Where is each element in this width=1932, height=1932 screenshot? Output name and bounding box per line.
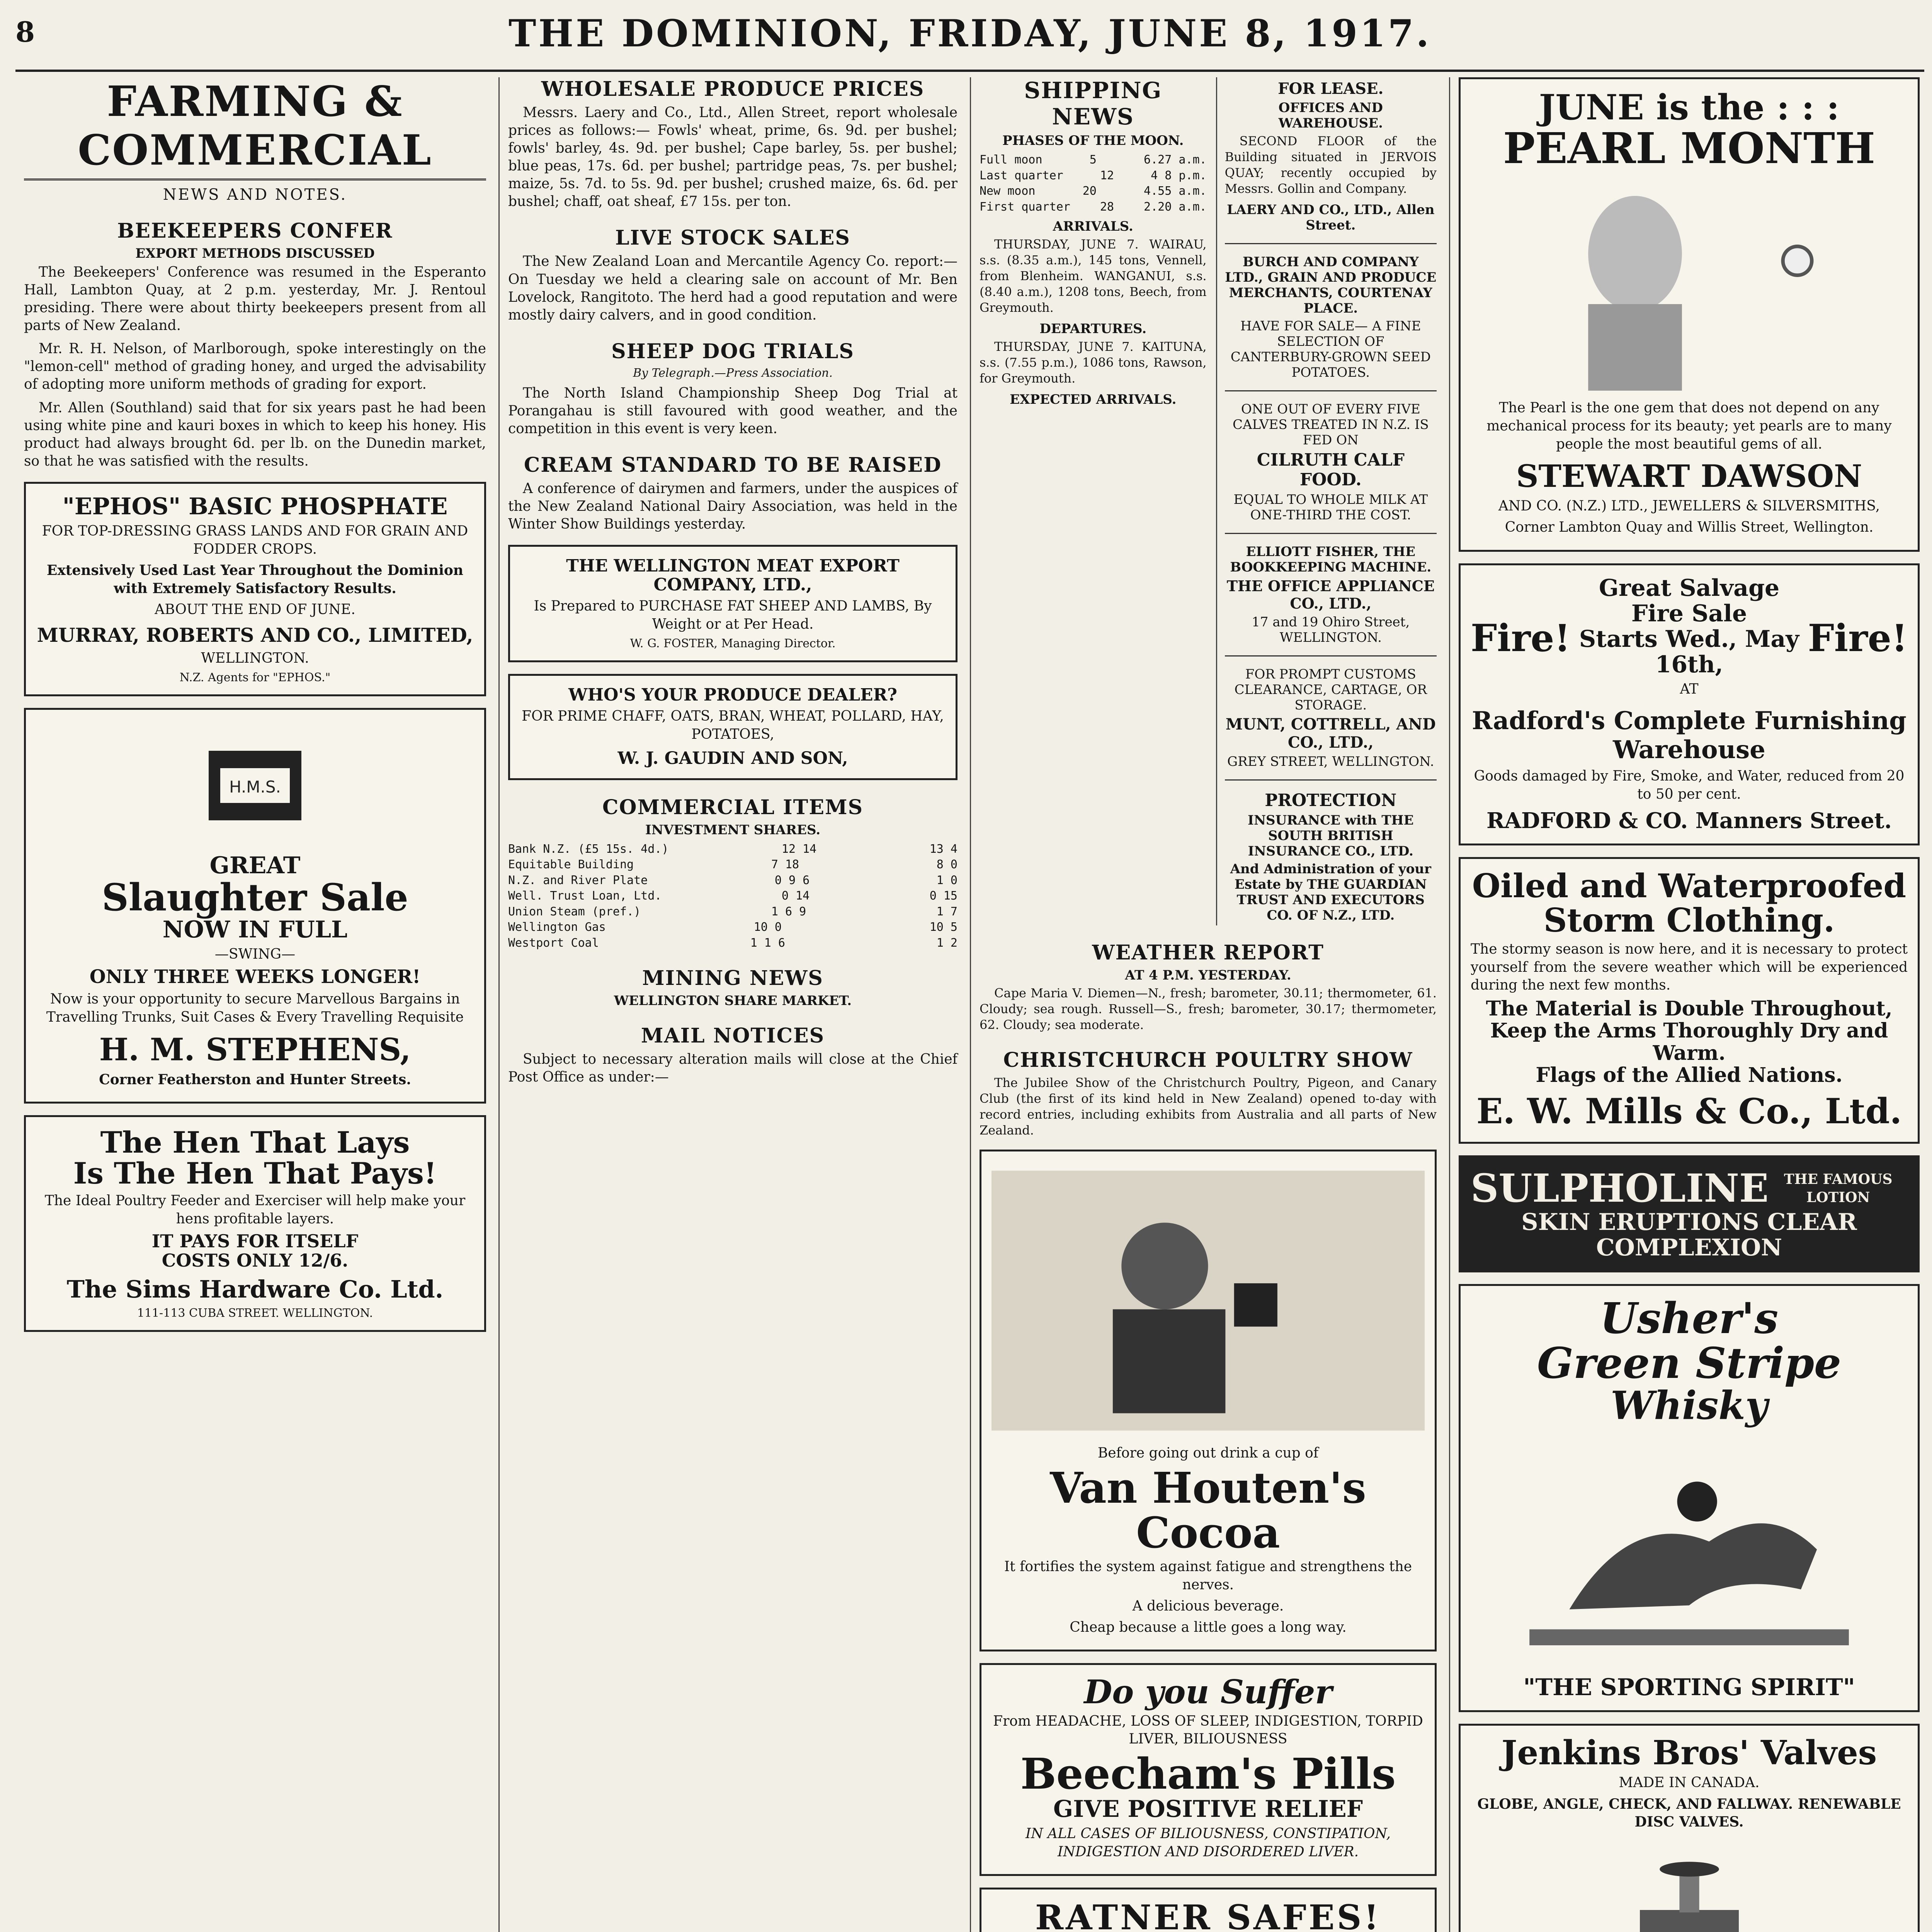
ad-line: Extensively Used Last Year Throughout the Dominion with Extremely Satisfactory Results. xyxy=(46,562,464,597)
notice-body: ONE OUT OF EVERY FIVE CALVES TREATED IN N.Z. IS FED ON xyxy=(1232,401,1429,448)
notice-firm: BURCH AND COMPANY LTD., GRAIN AND PRODUCE MERCHANTS, COURTENAY PLACE. xyxy=(1225,254,1437,316)
table-row xyxy=(508,842,957,857)
ad-line: From HEADACHE, LOSS OF SLEEP, INDIGESTION, TORPID LIVER, BILIOUSNESS xyxy=(993,1713,1423,1747)
moon-day: 12 xyxy=(1100,168,1114,182)
column-4 xyxy=(1449,77,1928,1932)
fire-sale-title-block xyxy=(1570,575,1808,702)
ad-brand: Whisky xyxy=(1611,1383,1768,1429)
table-row xyxy=(508,904,957,920)
article-headline: SHEEP DOG TRIALS xyxy=(611,339,854,363)
ad-slogan: "THE SPORTING SPIRIT" xyxy=(1523,1674,1855,1701)
ad-address: Corner Featherston and Hunter Streets. xyxy=(99,1071,411,1088)
share-buyers: 10 0 xyxy=(753,920,782,934)
sulpholine-header xyxy=(1471,1167,1908,1210)
share-name: Equitable Building xyxy=(508,858,634,872)
article-paragraph: Subject to necessary alteration mails will close at the Chief Post Office as under:— xyxy=(508,1051,957,1085)
divider xyxy=(1225,390,1437,391)
column-3-split xyxy=(980,77,1437,925)
lady-portrait-illustration-icon xyxy=(1471,174,1908,391)
ad-headline: Is The Hen That Pays! xyxy=(73,1156,437,1191)
ad-line: FOR PRIME CHAFF, OATS, BRAN, WHEAT, POLLARD, HAY, POTATOES, xyxy=(522,708,944,742)
notice-subhead: OFFICES AND WAREHOUSE. xyxy=(1278,100,1383,131)
article-headline: MINING NEWS xyxy=(642,966,823,990)
ad-headline: GREAT xyxy=(209,852,301,879)
ad-line: ONLY THREE WEEKS LONGER! xyxy=(89,966,421,988)
ad-headline: SKIN ERUPTIONS CLEAR COMPLEXION xyxy=(1521,1209,1857,1262)
ad-line: ABOUT THE END OF JUNE. xyxy=(155,602,355,618)
ad-line: GIVE POSITIVE RELIEF xyxy=(1053,1795,1363,1823)
article-byline: By Telegraph.—Press Association. xyxy=(633,366,833,380)
ad-big-title: PEARL MONTH xyxy=(1503,123,1875,173)
ad-firm: Radford's Complete Furnishing Warehouse xyxy=(1472,706,1906,764)
article-paragraph: The Jubilee Show of the Christchurch Poultry, Pigeon, and Canary Club (the first of its kind held in New Zealand) opened to-day with record entries, including exhibits from Australia and all parts of New Zealand. xyxy=(980,1075,1437,1138)
article-headline: COMMERCIAL ITEMS xyxy=(602,795,864,819)
ad-line: IT PAYS FOR ITSELF xyxy=(151,1230,359,1252)
horse-jumper-illustration-icon xyxy=(1471,1430,1908,1669)
article-paragraph: A conference of dairymen and farmers, under the auspices of the New Zealand National Dairy Association, was held in the Winter Show Buildings yesterday. xyxy=(508,481,957,532)
ad-line: Before going out drink a cup of xyxy=(1097,1445,1319,1461)
table-row xyxy=(508,857,957,873)
table-row xyxy=(508,935,957,951)
moon-phase: First quarter xyxy=(980,200,1070,214)
ad-line: It fortifies the system against fatigue and strengthens the nerves. xyxy=(1004,1559,1412,1593)
ad-line: FOR TOP-DRESSING GRASS LANDS AND FOR GRAIN AND FODDER CROPS. xyxy=(42,523,468,557)
ad-headline: Great Salvage Fire Sale xyxy=(1599,574,1780,627)
moon-table xyxy=(980,152,1207,215)
column-1 xyxy=(15,77,495,1932)
ad-headline: THE WELLINGTON MEAT EXPORT COMPANY, LTD., xyxy=(566,556,900,595)
ad-slaughter-sale xyxy=(24,708,486,1104)
table-row xyxy=(980,184,1207,199)
ad-produce-dealer xyxy=(508,674,957,780)
article-paragraph: Messrs. Laery and Co., Ltd., Allen Street, report wholesale prices as follows:— Fowls' wheat, prime, 6s. 9d. per bushel; fowls' barley, 4s. 9d. per bushel; Cape barley, 5s. per bushel; blue peas, 17s. 6d. per bushel; partridge peas, 7s. per bushel; maize, 5s. 7d. to 5s. 9d. per bushel; crushed maize, 6s. 6d. per bushel; chaff, oat sheaf, £7 15s. per ton. xyxy=(508,105,957,210)
ad-pearl-month xyxy=(1459,77,1920,552)
share-name: Westport Coal xyxy=(508,936,599,950)
ad-line: Starts Wed., May 16th, xyxy=(1579,625,1799,678)
shipping-column xyxy=(980,77,1207,925)
article-kicker: AT 4 P.M. YESTERDAY. xyxy=(1125,967,1291,983)
notice-body: SECOND FLOOR of the Building situated in JERVOIS QUAY; recently occupied by Messrs. Gollin and Company. xyxy=(1225,134,1437,196)
notice-brand: ELLIOTT FISHER, THE BOOKKEEPING MACHINE. xyxy=(1230,544,1432,575)
ad-line: GLOBE, ANGLE, CHECK, AND FALLWAY. RENEWABLE DISC VALVES. xyxy=(1477,1796,1901,1830)
article-kicker: EXPORT METHODS DISCUSSED xyxy=(135,246,375,261)
article-headline: LIVE STOCK SALES xyxy=(615,226,850,250)
article-headline: CREAM STANDARD TO BE RAISED xyxy=(524,453,942,477)
ad-line: THE FAMOUS LOTION xyxy=(1784,1171,1893,1206)
ad-firm: E. W. Mills & Co., Ltd. xyxy=(1476,1090,1902,1132)
ad-line: MADE IN CANADA. xyxy=(1619,1774,1760,1791)
svg-text:H.M.S.: H.M.S. xyxy=(229,777,281,796)
notice-address: 17 and 19 Ohiro Street, WELLINGTON. xyxy=(1252,614,1410,645)
ad-address: Corner Lambton Quay and Willis Street, Wellington. xyxy=(1505,519,1874,536)
ad-headline: Oiled and Waterproofed Storm Clothing. xyxy=(1472,867,1906,939)
notice-firm: THE OFFICE APPLIANCE CO., LTD., xyxy=(1226,577,1435,612)
ad-ushers-whisky xyxy=(1459,1284,1920,1712)
notice-firm: MUNT, COTTRELL, AND CO., LTD., xyxy=(1225,715,1436,752)
fire-sale-header xyxy=(1471,575,1908,702)
share-sellers: 1 0 xyxy=(936,873,957,887)
ad-body: The Pearl is the one gem that does not depend on any mechanical process for its beauty; yet pearls are to many people the most beautiful gems of all. xyxy=(1486,400,1892,452)
divider xyxy=(1225,655,1437,656)
moon-time: 6.27 a.m. xyxy=(1144,153,1207,167)
ad-firm: MURRAY, ROBERTS AND CO., LIMITED, xyxy=(37,623,473,646)
ad-headline: WHO'S YOUR PRODUCE DEALER? xyxy=(568,685,897,705)
ad-sulpholine xyxy=(1459,1155,1920,1273)
share-buyers: 0 14 xyxy=(781,889,810,903)
article-kicker: EXPECTED ARRIVALS. xyxy=(1010,391,1177,407)
ad-line: Keep the Arms Thoroughly Dry and Warm. xyxy=(1490,1019,1888,1065)
moon-day: 28 xyxy=(1100,200,1114,214)
share-buyers: 7 18 xyxy=(771,858,799,872)
divider xyxy=(1225,533,1437,534)
share-buyers: 1 1 6 xyxy=(750,936,785,950)
article-kicker: WELLINGTON SHARE MARKET. xyxy=(614,993,852,1009)
share-name: Union Steam (pref.) xyxy=(508,905,641,918)
ad-big-title: Slaughter Sale xyxy=(102,875,408,919)
notice-body: FOR PROMPT CUSTOMS CLEARANCE, CARTAGE, OR STORAGE. xyxy=(1234,666,1427,713)
share-buyers: 12 14 xyxy=(781,842,817,856)
page-number: 8 xyxy=(15,15,35,48)
ad-body: Now is your opportunity to secure Marvellous Bargains in Travelling Trunks, Suit Cases & Every Travelling Requisite xyxy=(46,991,464,1025)
ad-headline: JUNE is the : : : xyxy=(1539,87,1840,128)
ad-brand: Beecham's Pills xyxy=(1020,1749,1396,1799)
share-sellers: 1 7 xyxy=(936,905,957,918)
ad-beechams-pills xyxy=(980,1663,1437,1876)
ad-line: —SWING— xyxy=(214,946,296,963)
article-paragraph: Mr. Allen (Southland) said that for six years past he had been using white pine and kauri boxes in which to keep his honey. His product had always brought 6d. per lb. on the Dunedin market, so that he was satisfied with the results. xyxy=(24,400,486,469)
article-kicker: PHASES OF THE MOON. xyxy=(1002,133,1184,148)
table-row xyxy=(980,152,1207,168)
ad-line: Is Prepared to PURCHASE FAT SHEEP AND LAMBS, By Weight or at Per Head. xyxy=(534,598,932,632)
notice-body: HAVE FOR SALE— A FINE SELECTION OF CANTERBURY-GROWN SEED POTATOES. xyxy=(1230,318,1431,380)
share-sellers: 0 15 xyxy=(929,889,957,903)
share-sellers: 8 0 xyxy=(936,858,957,872)
ad-headline: Jenkins Bros' Valves xyxy=(1501,1733,1877,1773)
article-headline: WHOLESALE PRODUCE PRICES xyxy=(541,77,925,101)
moon-time: 2.20 a.m. xyxy=(1144,200,1207,214)
article-paragraph: THURSDAY, JUNE 7. KAITUNA, s.s. (7.55 p.m.), 1086 tons, Rawson, for Greymouth. xyxy=(980,339,1207,386)
article-kicker: INVESTMENT SHARES. xyxy=(645,822,821,838)
ad-firm: STEWART DAWSON xyxy=(1516,458,1862,495)
ad-line: NOW IN FULL xyxy=(162,916,348,944)
article-paragraph: The New Zealand Loan and Mercantile Agency Co. report:—On Tuesday we held a clearing sale on account of Mr. Ben Lovelock, Rangitoto. The herd had a good reputation and were mostly dairy calvers, and in good condition. xyxy=(508,253,957,323)
article-headline: BEEKEEPERS CONFER xyxy=(117,219,393,243)
article-paragraph: Mr. R. H. Nelson, of Marlborough, spoke interestingly on the "lemon-cell" method of grading honey, and urged the advisability of adopting more uniform methods of grading for export. xyxy=(24,341,486,393)
ad-firm: The Sims Hardware Co. Ltd. xyxy=(66,1275,444,1303)
ad-headline: RATNER SAFES! xyxy=(1035,1897,1381,1932)
ad-line: A delicious beverage. xyxy=(1132,1598,1284,1614)
moon-day: 20 xyxy=(1082,184,1097,198)
ad-line: Flags of the Allied Nations. xyxy=(1536,1063,1843,1087)
share-sellers: 10 5 xyxy=(929,920,957,934)
ad-agents: N.Z. Agents for "EPHOS." xyxy=(179,670,331,684)
ad-line: The Material is Double Throughout, xyxy=(1486,997,1893,1021)
ad-jenkins-valves xyxy=(1459,1724,1920,1932)
notice-headline: FOR LEASE. xyxy=(1278,80,1384,98)
table-row xyxy=(508,888,957,904)
ad-brand: Green Stripe xyxy=(1537,1338,1842,1388)
table-row xyxy=(508,920,957,935)
share-name: N.Z. and River Plate xyxy=(508,873,648,887)
divider xyxy=(1225,243,1437,244)
ad-meat-export xyxy=(508,545,957,662)
share-sellers: 1 2 xyxy=(936,936,957,950)
article-headline: WEATHER REPORT xyxy=(1092,940,1324,964)
ad-line: IN ALL CASES OF BILIOUSNESS, CONSTIPATION, INDIGESTION AND DISORDERED LIVER. xyxy=(1025,1825,1391,1860)
newspaper-title: THE DOMINION, FRIDAY, JUNE 8, 1917. xyxy=(508,12,1432,55)
ad-ratner-safes xyxy=(980,1888,1437,1932)
notice-headline: PROTECTION xyxy=(1265,790,1397,810)
column-3 xyxy=(970,77,1445,1932)
table-row xyxy=(508,873,957,889)
ad-brand: Usher's xyxy=(1600,1293,1779,1344)
article-headline: SHIPPING NEWS xyxy=(1024,77,1162,130)
article-kicker: ARRIVALS. xyxy=(1053,219,1133,234)
table-row xyxy=(980,199,1207,215)
notice-body: And Administration of your Estate by THE GUARDIAN TRUST AND EXECUTORS CO. OF N.Z., LTD. xyxy=(1230,861,1431,923)
ad-brand: Van Houten's Cocoa xyxy=(1050,1463,1366,1558)
ad-ephos xyxy=(24,482,486,696)
article-paragraph: Cape Maria V. Diemen—N., fresh; barometer, 30.11; thermometer, 61. Cloudy; sea rough. Russell—S., fresh; barometer, 30.17; thermometer, 62. Cloudy; sea moderate. xyxy=(980,985,1437,1032)
ad-firm: W. J. GAUDIN AND SON, xyxy=(617,748,848,768)
ad-storm-clothing xyxy=(1459,857,1920,1144)
article-paragraph: THURSDAY, JUNE 7. WAIRAU, s.s. (8.35 a.m.), 145 tons, Vennell, from Blenheim. WANGANUI, s.s. (8.40 a.m.), 1208 tons, Beech, from Greymouth. xyxy=(980,237,1207,315)
section-subtitle: NEWS AND NOTES. xyxy=(163,186,347,204)
ad-headline: "EPHOS" BASIC PHOSPHATE xyxy=(62,493,448,520)
ad-body: The Ideal Poultry Feeder and Exerciser will help make your hens profitable layers. xyxy=(44,1193,466,1227)
article-headline: MAIL NOTICES xyxy=(641,1024,825,1048)
article-paragraph: The North Island Championship Sheep Dog Trial at Porangahau is still favoured with good weather, and the competition in this event is very keen. xyxy=(508,385,957,437)
ad-line: Cheap because a little goes a long way. xyxy=(1070,1619,1347,1635)
ad-line: AND CO. (N.Z.) LTD., JEWELLERS & SILVERSMITHS, xyxy=(1498,498,1880,514)
column-2 xyxy=(498,77,966,1932)
ad-line: AT xyxy=(1680,681,1699,697)
moon-day: 5 xyxy=(1089,153,1097,167)
ad-signature: W. G. FOSTER, Managing Director. xyxy=(630,636,836,650)
notice-body: EQUAL TO WHOLE MILK AT ONE-THIRD THE COST. xyxy=(1233,492,1428,523)
notice-address: GREY STREET, WELLINGTON. xyxy=(1227,753,1434,769)
fire-label: Fire! xyxy=(1471,616,1571,660)
ad-body: The stormy season is now here, and it is necessary to protect yourself from the severe weather which will be experienced during the next few months. xyxy=(1471,941,1908,993)
shares-table xyxy=(508,842,957,951)
share-name: Bank N.Z. (£5 15s. 4d.) xyxy=(508,842,669,856)
man-drinking-illustration-icon xyxy=(992,1165,1425,1436)
ad-poultry-feeder xyxy=(24,1115,486,1332)
moon-time: 4.55 a.m. xyxy=(1144,184,1207,198)
ad-price: COSTS ONLY 12/6. xyxy=(162,1250,349,1271)
ad-firm: H. M. STEPHENS, xyxy=(99,1031,411,1068)
masthead xyxy=(15,4,1924,72)
ad-brand: SULPHOLINE xyxy=(1471,1165,1769,1211)
ad-body: Goods damaged by Fire, Smoke, and Water, reduced from 20 to 50 per cent. xyxy=(1474,768,1905,802)
share-buyers: 0 9 6 xyxy=(774,873,810,887)
notice-brand: CILRUTH CALF FOOD. xyxy=(1257,450,1405,490)
moon-phase: Last quarter xyxy=(980,168,1063,182)
valve-icon xyxy=(1628,1842,1751,1932)
moon-phase: New moon xyxy=(980,184,1036,198)
ad-van-houtens-cocoa xyxy=(980,1150,1437,1651)
share-buyers: 1 6 9 xyxy=(771,905,806,918)
notices-column xyxy=(1216,77,1437,925)
fire-label: Fire! xyxy=(1808,616,1908,660)
share-sellers: 13 4 xyxy=(929,842,957,856)
ad-headline: Do you Suffer xyxy=(1084,1673,1332,1711)
share-name: Wellington Gas xyxy=(508,920,606,934)
article-headline: CHRISTCHURCH POULTRY SHOW xyxy=(1003,1048,1413,1072)
ad-place: WELLINGTON. xyxy=(201,650,309,666)
ad-headline: The Hen That Lays xyxy=(100,1125,410,1160)
moon-phase: Full moon xyxy=(980,153,1043,167)
table-row xyxy=(980,168,1207,184)
ad-address: 111-113 CUBA STREET. WELLINGTON. xyxy=(137,1306,373,1320)
ad-fire-sale xyxy=(1459,563,1920,845)
article-kicker: DEPARTURES. xyxy=(1039,321,1147,337)
share-name: Well. Trust Loan, Ltd. xyxy=(508,889,662,903)
notice-body: INSURANCE with THE SOUTH BRITISH INSURANCE CO., LTD. xyxy=(1248,812,1414,859)
moon-time: 4 8 p.m. xyxy=(1151,168,1207,182)
notice-firm: LAERY AND CO., LTD., Allen Street. xyxy=(1227,202,1435,233)
section-title: FARMING & COMMERCIAL xyxy=(24,77,486,180)
divider xyxy=(1225,779,1437,781)
ad-footer: RADFORD & CO. Manners Street. xyxy=(1486,808,1892,834)
trunk-emblem-icon xyxy=(197,728,313,844)
article-paragraph: The Beekeepers' Conference was resumed in the Esperanto Hall, Lambton Quay, at 2 p.m. yesterday, Mr. J. Rentoul presiding. There were about thirty beekeepers present from all parts of New Zealand. xyxy=(24,264,486,334)
